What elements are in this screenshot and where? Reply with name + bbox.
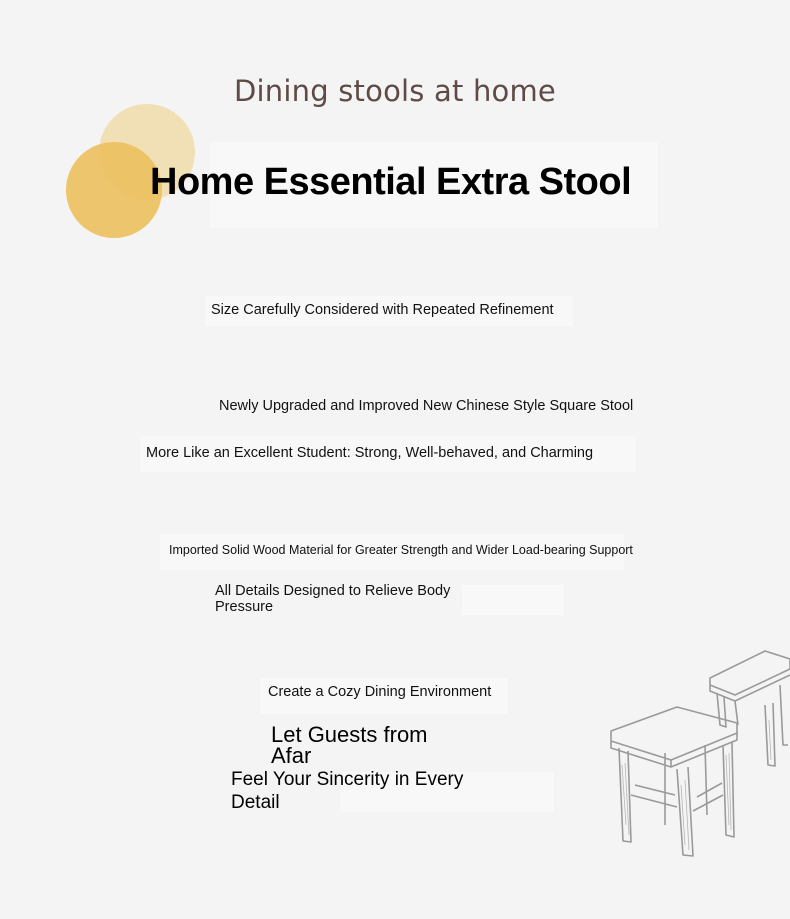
cozy-text: Create a Cozy Dining Environment xyxy=(268,684,492,700)
details-text: All Details Designed to Relieve Body Pressure xyxy=(215,583,451,615)
page-subtitle: Dining stools at home xyxy=(234,74,556,108)
material-text: Imported Solid Wood Material for Greater Strength and Wider Load-bearing Support xyxy=(169,543,633,557)
size-text: Size Carefully Considered with Repeated Refinement xyxy=(211,302,554,318)
stool-illustration xyxy=(605,645,790,865)
sincerity-text: Feel Your Sincerity in Every Detail xyxy=(231,769,464,813)
guests-text: Let Guests from Afar xyxy=(271,722,428,768)
upgraded-text: Newly Upgraded and Improved New Chinese Style Square Stool xyxy=(219,398,634,414)
decor-circle-gold xyxy=(66,142,162,238)
student-text: More Like an Excellent Student: Strong, Well-behaved, and Charming xyxy=(146,445,594,461)
page-title: Home Essential Extra Stool xyxy=(150,161,632,203)
text-backdrop xyxy=(462,585,564,615)
